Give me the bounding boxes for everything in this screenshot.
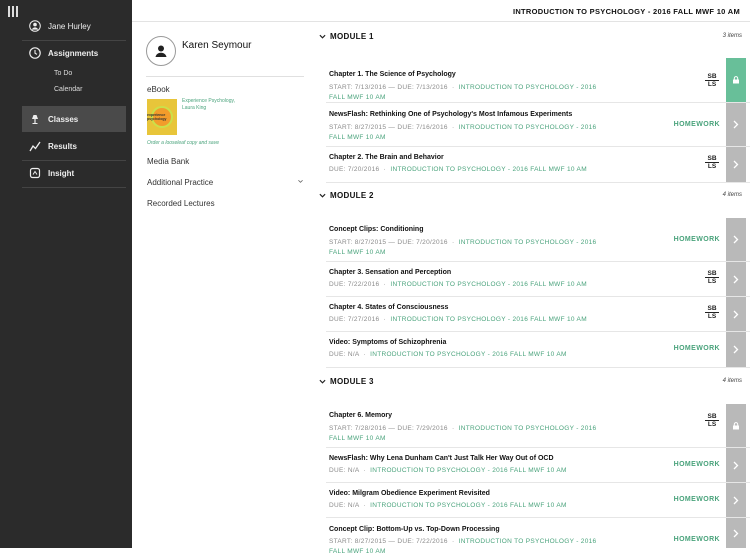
ebook-info [182,98,262,112]
chevron-right-icon [733,120,739,129]
ebook-title[interactable]: Experience Psychology, [182,98,235,104]
assignment-row[interactable] [326,262,750,297]
module-header[interactable] [318,374,746,388]
homework-badge: HOMEWORK [673,496,720,503]
assignment-dates: DUE: 7/20/2016 [329,166,380,173]
assignment-course: INTRODUCTION TO PSYCHOLOGY - 2016 FALL MWF 10 AM [370,351,567,358]
smartbook-badge: SB LS [705,155,719,170]
smartbook-badge: SB LS [705,270,719,285]
user-name: Jane Hurley [48,21,91,31]
open-assignment-button[interactable] [726,332,746,367]
homework-badge: HOMEWORK [673,461,720,468]
assignment-dates: DUE: 7/22/2016 [329,281,380,288]
open-assignment-button[interactable] [726,58,746,102]
assignment-meta: DUE: 7/20/2016 · INTRODUCTION TO PSYCHOLOGY - 2016 FALL MWF 10 AM [329,166,587,173]
assignment-meta: START: 8/27/2015 — DUE: 7/22/2016 · INTRODUCTION TO PSYCHOLOGY - 2016 FALL MWF 10 AM [329,538,597,555]
clock-icon [28,46,42,60]
assignment-title[interactable]: Chapter 4. States of Consciousness [329,304,449,311]
assignment-meta: START: 7/28/2016 — DUE: 7/29/2016 · INTRODUCTION TO PSYCHOLOGY - 2016 FALL MWF 10 AM [329,425,597,442]
open-assignment-button[interactable] [726,262,746,296]
assignment-meta: START: 8/27/2015 — DUE: 7/16/2016 · INTRODUCTION TO PSYCHOLOGY - 2016 FALL MWF 10 AM [329,124,597,141]
open-assignment-button[interactable] [726,218,746,261]
chevron-right-icon [733,275,739,284]
menu-icon[interactable] [8,6,18,17]
module-title: MODULE 1 [330,31,374,41]
additional-practice-link[interactable]: Additional Practice [147,178,214,187]
assignment-course: INTRODUCTION TO PSYCHOLOGY - 2016 FALL MWF 10 AM [390,281,587,288]
assignment-row[interactable] [326,483,750,518]
smartbook-badge: SB LS [705,73,719,88]
chevron-down-icon[interactable] [318,377,326,385]
nav-classes-label: Classes [48,114,79,124]
assignment-meta: DUE: N/A · INTRODUCTION TO PSYCHOLOGY - 2016 FALL MWF 10 AM [329,467,567,474]
assignment-course: INTRODUCTION TO PSYCHOLOGY - 2016 FALL MWF 10 AM [329,538,597,555]
instructor-name: Karen Seymour [182,40,252,51]
assignment-row[interactable] [326,448,750,483]
assignment-title[interactable]: NewsFlash: Rethinking One of Psychology's Most Infamous Experiments [329,111,573,118]
assignment-course: INTRODUCTION TO PSYCHOLOGY - 2016 FALL MWF 10 AM [329,239,597,256]
homework-badge: HOMEWORK [673,536,720,543]
chevron-down-icon[interactable] [318,32,326,40]
chevron-right-icon [733,235,739,244]
homework-badge: HOMEWORK [673,121,720,128]
chevron-right-icon [733,160,739,169]
chart-line-icon [28,139,42,153]
assignment-row[interactable] [326,58,750,103]
nav-insight[interactable] [22,160,126,186]
assignment-meta: DUE: 7/22/2016 · INTRODUCTION TO PSYCHOLOGY - 2016 FALL MWF 10 AM [329,281,587,288]
assignment-meta: DUE: N/A · INTRODUCTION TO PSYCHOLOGY - 2016 FALL MWF 10 AM [329,502,567,509]
assignment-course: INTRODUCTION TO PSYCHOLOGY - 2016 FALL MWF 10 AM [390,166,587,173]
media-bank-link[interactable]: Media Bank [147,157,190,166]
assignment-row[interactable] [326,297,750,332]
assignment-meta: DUE: 7/27/2016 · INTRODUCTION TO PSYCHOLOGY - 2016 FALL MWF 10 AM [329,316,587,323]
module-item-count: 3 items [722,33,742,39]
nav-results[interactable] [22,133,126,159]
nav-insight-label: Insight [48,168,75,178]
assignment-dates: DUE: N/A [329,502,360,509]
assignment-row[interactable] [326,518,750,555]
open-assignment-button[interactable] [726,297,746,331]
open-assignment-button[interactable] [726,518,746,548]
lock-icon [732,422,740,430]
assignment-meta: START: 7/13/2016 — DUE: 7/13/2016 · INTRODUCTION TO PSYCHOLOGY - 2016 FALL MWF 10 AM [329,84,597,101]
assignment-meta: START: 8/27/2015 — DUE: 7/20/2016 · INTRODUCTION TO PSYCHOLOGY - 2016 FALL MWF 10 AM [329,239,597,256]
assignment-title[interactable]: Chapter 3. Sensation and Perception [329,269,452,276]
chevron-down-icon[interactable] [298,179,303,184]
assignment-course: INTRODUCTION TO PSYCHOLOGY - 2016 FALL MWF 10 AM [370,502,567,509]
open-assignment-button[interactable] [726,448,746,482]
panel-divider [146,76,304,77]
module-title: MODULE 2 [330,190,374,200]
top-bar [132,0,750,22]
assignment-dates: START: 8/27/2015 — DUE: 7/16/2016 [329,124,448,131]
homework-badge: HOMEWORK [673,236,720,243]
homework-badge: HOMEWORK [673,345,720,352]
course-title: INTRODUCTION TO PSYCHOLOGY - 2016 FALL MWF 10 AM [512,7,740,16]
assignment-title[interactable]: Concept Clips: Conditioning [329,226,424,233]
chevron-right-icon [733,496,739,505]
nav-divider [22,187,126,188]
nav-assignments-label: Assignments [48,48,99,58]
chevron-right-icon [733,310,739,319]
assignment-row[interactable] [326,404,750,448]
assignment-title[interactable]: Video: Milgram Obedience Experiment Revisited [329,490,490,497]
assignment-dates: DUE: 7/27/2016 [329,316,380,323]
smartbook-badge: SB LS [705,413,719,428]
ebook-author: Laura King [182,105,207,111]
nav-classes[interactable] [22,106,126,132]
assignment-row[interactable] [326,332,750,368]
lamp-icon [28,112,42,126]
nav-calendar[interactable]: Calendar [54,86,83,93]
open-assignment-button[interactable] [726,483,746,517]
nav-assignments[interactable] [22,40,126,66]
assignment-row[interactable] [326,218,750,262]
ebook-link[interactable]: eBook [147,85,170,94]
assignment-dates: START: 8/27/2015 — DUE: 7/22/2016 [329,538,448,545]
assignment-dates: DUE: N/A [329,351,360,358]
assignment-dates: DUE: N/A [329,467,360,474]
assignment-dates: START: 8/27/2015 — DUE: 7/20/2016 [329,239,448,246]
ebook-cover[interactable] [147,99,177,135]
recorded-lectures-link[interactable]: Recorded Lectures [147,199,215,208]
assignment-title[interactable]: NewsFlash: Why Lena Dunham Can't Just Talk Her Way Out of OCD [329,455,554,462]
module-title: MODULE 3 [330,376,374,386]
open-assignment-button[interactable] [726,147,746,182]
assignment-course: INTRODUCTION TO PSYCHOLOGY - 2016 FALL MWF 10 AM [390,316,587,323]
sidebar [0,0,132,548]
assignment-course: INTRODUCTION TO PSYCHOLOGY - 2016 FALL MWF 10 AM [329,425,597,442]
assignment-row[interactable] [326,103,750,147]
assignment-dates: START: 7/28/2016 — DUE: 7/29/2016 [329,425,448,432]
assignment-course: INTRODUCTION TO PSYCHOLOGY - 2016 FALL MWF 10 AM [329,124,597,141]
module-header[interactable] [318,29,746,43]
module-header[interactable] [318,188,746,202]
nav-todo[interactable]: To Do [54,70,73,77]
assignment-row[interactable] [326,147,750,183]
assignment-title[interactable]: Chapter 6. Memory [329,412,393,419]
assignment-title[interactable]: Chapter 2. The Brain and Behavior [329,154,444,161]
module-item-count: 4 items [722,192,742,198]
chevron-down-icon[interactable] [318,191,326,199]
avatar [146,36,176,66]
module-item-count: 4 items [722,378,742,384]
chevron-right-icon [733,345,739,354]
chevron-right-icon [733,461,739,470]
open-assignment-button[interactable] [726,103,746,146]
assignment-dates: START: 7/13/2016 — DUE: 7/13/2016 [329,84,448,91]
ebook-order-link[interactable]: Order a looseleaf copy and save [147,140,219,146]
assignment-title[interactable]: Video: Symptoms of Schizophrenia [329,339,447,346]
user-icon [28,19,42,33]
nav-results-label: Results [48,141,77,151]
assignment-course: INTRODUCTION TO PSYCHOLOGY - 2016 FALL MWF 10 AM [370,467,567,474]
chevron-right-icon [733,529,739,538]
person-icon [153,43,169,59]
smartbook-badge: SB LS [705,305,719,320]
assignment-title[interactable]: Chapter 1. The Science of Psychology [329,71,456,78]
insight-icon [28,166,42,180]
open-assignment-button[interactable] [726,404,746,447]
user-profile[interactable] [22,13,126,39]
lock-icon [732,76,740,84]
assignment-title[interactable]: Concept Clip: Bottom-Up vs. Top-Down Processing [329,526,500,533]
assignment-course: INTRODUCTION TO PSYCHOLOGY - 2016 FALL MWF 10 AM [329,84,597,101]
ebook-cover-text: experience psychology [147,113,167,121]
assignment-meta: DUE: N/A · INTRODUCTION TO PSYCHOLOGY - 2016 FALL MWF 10 AM [329,351,567,358]
